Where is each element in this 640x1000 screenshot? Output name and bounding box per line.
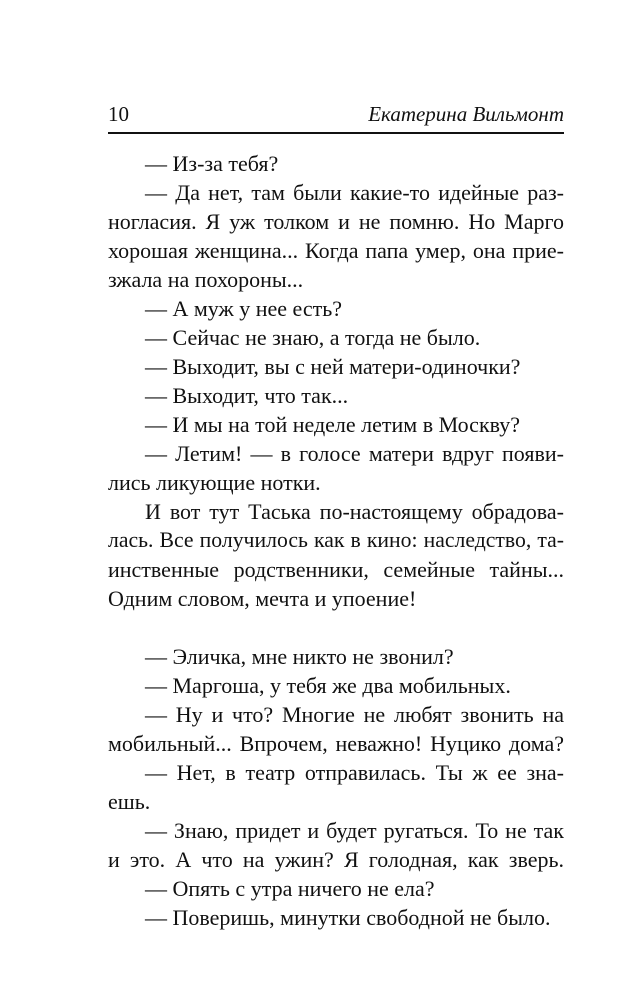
text-line: лись ликующие нотки. <box>108 470 321 495</box>
text-line: И вот тут Таська по-настоящему обрадова- <box>145 499 564 524</box>
body-text <box>108 149 564 932</box>
text-line: хорошая женщина... Когда папа умер, она прие- <box>108 238 564 263</box>
text-line: зжала на похороны... <box>108 267 304 292</box>
text-line: — Выходит, вы с ней матери-одиночки? <box>145 354 521 379</box>
text-line: и это. А что на ужин? Я голодная, как зверь. <box>108 847 564 872</box>
text-line: — Опять с утра ничего не ела? <box>145 876 435 901</box>
running-head-author: Екатерина Вильмонт <box>368 102 564 126</box>
text-line: — Ну и что? Многие не любят звонить на <box>145 702 564 727</box>
page-number: 10 <box>108 102 129 126</box>
text-line: — Сейчас не знаю, а тогда не было. <box>145 325 481 350</box>
text-line: — А муж у нее есть? <box>145 296 343 321</box>
text-line: мобильный... Впрочем, неважно! Нуцико дома? <box>108 731 564 756</box>
text-line: лась. Все получилось как в кино: наследство, та- <box>108 528 564 552</box>
text-line: инственные родственники, семейные тайны... <box>108 557 564 582</box>
header-rule <box>108 132 564 134</box>
text-line: Одним словом, мечта и упоение! <box>108 586 417 611</box>
book-page <box>108 0 564 1000</box>
text-line: — Летим! — в голосе матери вдруг появи- <box>145 441 564 466</box>
text-line: — Эличка, мне никто не звонил? <box>145 644 454 669</box>
text-line: — Поверишь, минутки свободной не было. <box>145 905 551 930</box>
text-line: — Да нет, там были какие-то идейные раз- <box>145 180 564 205</box>
text-line: — Знаю, придет и будет ругаться. То не так <box>145 818 564 843</box>
section-break <box>108 613 564 642</box>
text-line: — Нет, в театр отправилась. Ты ж ее зна- <box>145 760 564 785</box>
page-header <box>108 101 564 127</box>
text-line: — Из-за тебя? <box>145 151 279 176</box>
text-line: ешь. <box>108 789 151 814</box>
text-line: — Маргоша, у тебя же два мобильных. <box>145 673 511 698</box>
text-line: ногласия. Я уж толком и не помню. Но Марго <box>108 209 564 234</box>
text-line: — И мы на той неделе летим в Москву? <box>145 412 521 437</box>
text-line: — Выходит, что так... <box>145 383 349 408</box>
